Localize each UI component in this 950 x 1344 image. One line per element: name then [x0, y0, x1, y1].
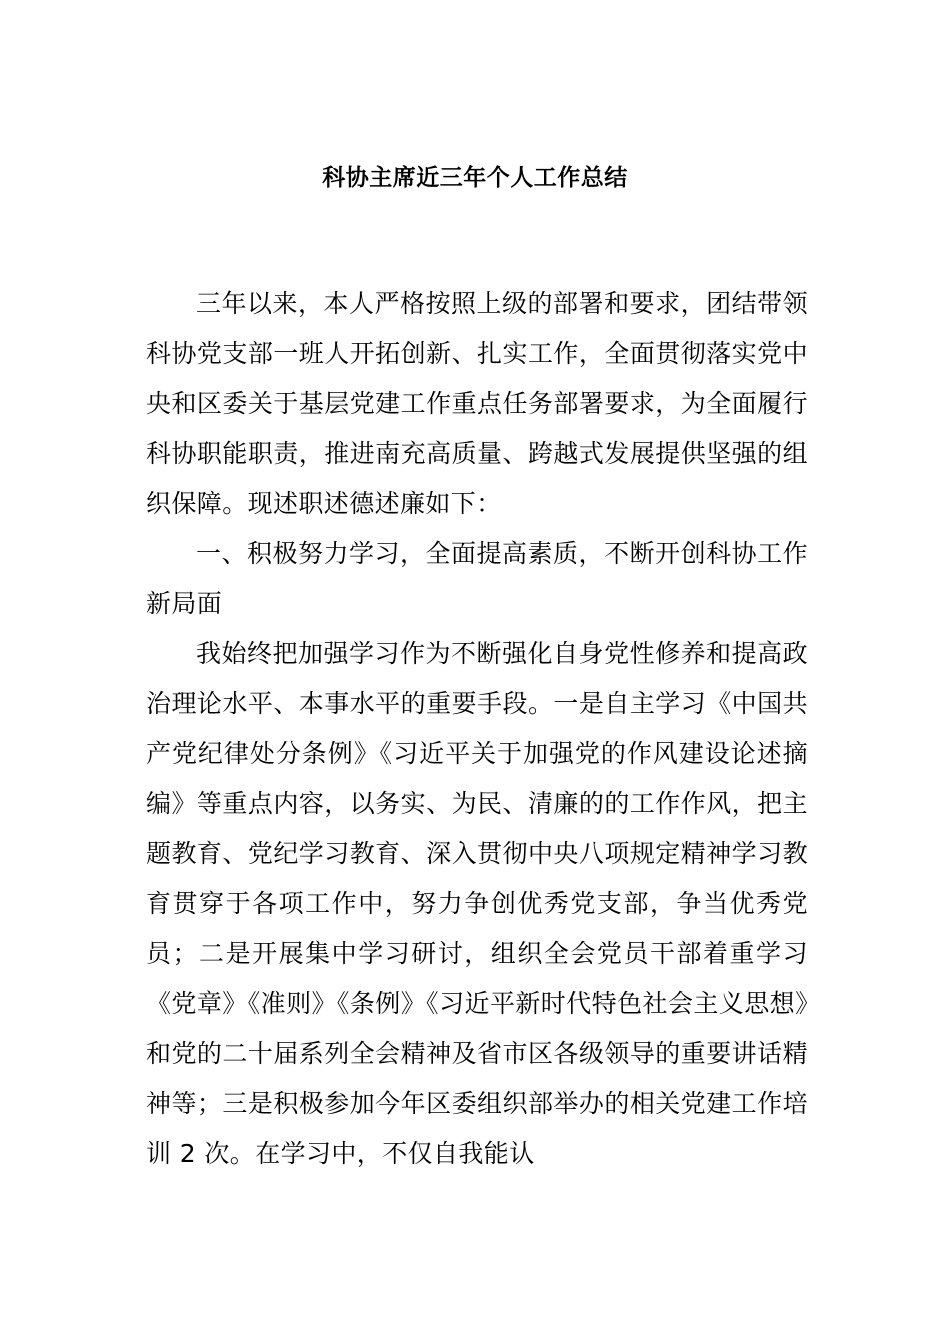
paragraph-study: 我始终把加强学习作为不断强化自身党性修养和提高政治理论水平、本事水平的重要手段。一是自主学习《中国共产党纪律处分条例》《习近平关于加强党的作风建设论述摘编》等重点内容，以务实、为民、清廉的的工作作风，把主题教育、党纪学习教育、深入贯彻中央八项规定精神学习教育贯穿于各项工作中，努力争创优秀党支部，争当优秀党员；二是开展集中学习研讨，组织全会党员干部着重学习《党章》《准则》《条例》《习近平新时代特色社会主义思想》和党的二十届系列全会精神及省市区各级领导的重要讲话精神等；三是积极参加今年区委组织部举办的相关党建工作培训 2 次。在学习中，不仅自我能认 — [146, 639, 808, 1168]
paragraph-intro: 三年以来，本人严格按照上级的部署和要求，团结带领科协党支部一班人开拓创新、扎实工作，全面贯彻落实党中央和区委关于基层党建工作重点任务部署要求，为全面履行科协职能职责，推进南充高质量、跨越式发展提供坚强的组织保障。现述职述德述廉如下： — [146, 289, 808, 518]
document-body — [146, 279, 808, 1179]
document-title: 科协主席近三年个人工作总结 — [322, 165, 628, 191]
section-heading-1: 一、积极努力学习，全面提高素质，不断开创科协工作新局面 — [146, 539, 808, 618]
